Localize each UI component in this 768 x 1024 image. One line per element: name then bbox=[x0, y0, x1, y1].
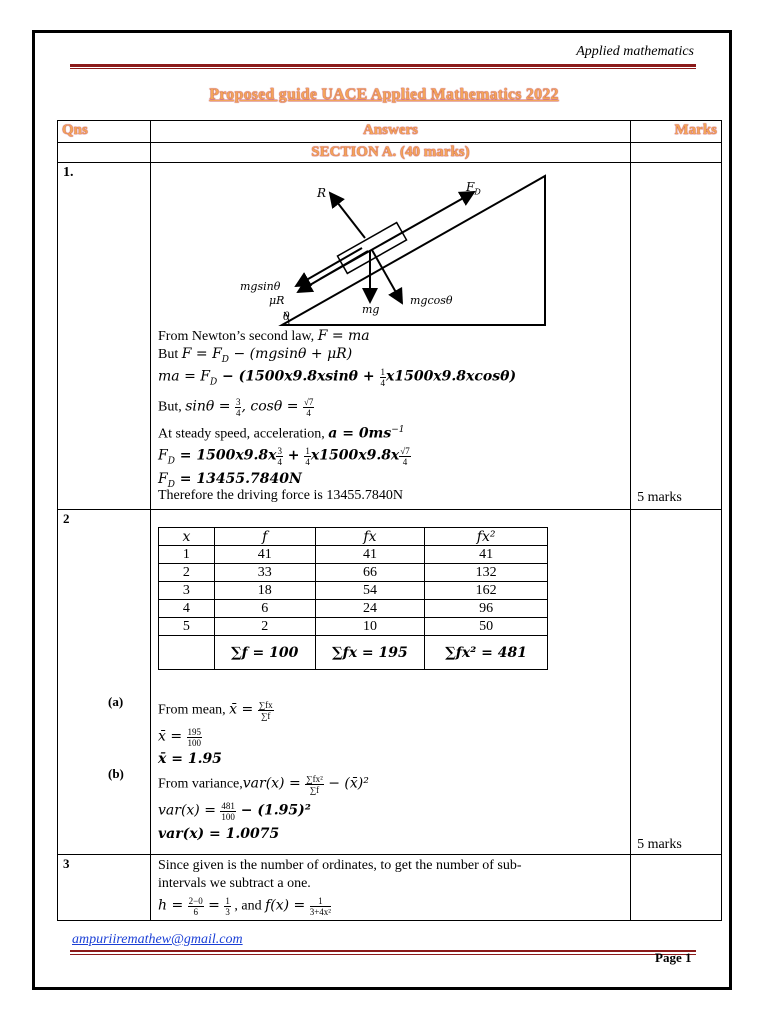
q1-steady-line: At steady speed, acceleration, $a = 0ms^{-1}$ bbox=[158, 425, 405, 442]
table-row: 2 33 66 132 bbox=[159, 564, 548, 582]
header-answers: Answers bbox=[150, 121, 630, 143]
q1-but-line: But $F = F_D - (mgsin\theta + \mu R)$ bbox=[158, 346, 353, 365]
header-rule-thin bbox=[70, 68, 696, 69]
q1-marks: 5 marks bbox=[637, 490, 682, 505]
q2-number-cell bbox=[58, 510, 151, 855]
q3-number: 3 bbox=[63, 856, 70, 871]
block bbox=[337, 223, 406, 274]
q1-number-cell bbox=[58, 163, 151, 510]
header-rule bbox=[70, 64, 696, 67]
q2-variance-result: var(x) = 1.0075 bbox=[158, 826, 280, 842]
footer-email-link[interactable]: ampuriiremathew@gmail.com bbox=[72, 932, 243, 947]
q3-equation-line: h = $\frac{2-0}{6}$ = $\frac{1}{3}$ , and f(x) = $\frac{1}{\text{3+4x²}}$ bbox=[158, 896, 332, 917]
label-mgcos: mgcosθ bbox=[410, 294, 453, 307]
q1-fd-result-line: $F_D = 13455.7840N$ bbox=[158, 471, 302, 490]
q1-trig-line: But, sinθ = $\frac{3}{4}$ , cosθ = $\frac{√7}{4}$ bbox=[158, 397, 314, 418]
q1-marks-cell bbox=[631, 163, 722, 510]
q2-variance-calc: var(x) = $\frac{481}{100}$ − (1.95)² bbox=[158, 801, 311, 822]
q1-ma-line: ma = $F_D - (1500x9.8xsin\theta$ + $\frac{1}{4}$ x1500x9.8xcosθ) bbox=[158, 367, 517, 388]
label-friction: μR bbox=[269, 294, 285, 307]
header-qns: Qns bbox=[58, 121, 151, 143]
table-row: 5 2 10 50 bbox=[159, 618, 548, 636]
q2-mean-calc: x̄ = $\frac{195}{100}$ bbox=[158, 727, 202, 748]
header-subject: Applied mathematics bbox=[576, 44, 694, 59]
label-mgsin: mgsinθ bbox=[240, 280, 281, 293]
q1-newton-line: From Newton’s second law, F = ma bbox=[158, 328, 370, 344]
table-row: 3 18 54 162 bbox=[159, 582, 548, 600]
freq-sum-row: ∑f = 100 ∑fx = 195 ∑fx² = 481 bbox=[159, 636, 548, 670]
q1-conclusion: Therefore the driving force is 13455.7840N bbox=[158, 488, 403, 503]
document-title: Proposed guide UACE Applied Mathematics 2022 bbox=[209, 86, 559, 103]
q2-variance-line: From variance,var(x) = $\frac{\text{∑fx²}}{\sum f}$ − (x̄)² bbox=[158, 774, 369, 795]
page-number: Page 1 bbox=[655, 950, 692, 965]
q2-number: 2 bbox=[63, 511, 70, 526]
frequency-table bbox=[158, 527, 548, 670]
table-row: 4 6 24 96 bbox=[159, 600, 548, 618]
friction-arrow bbox=[298, 251, 368, 292]
freq-header-row: x f fx fx² bbox=[159, 528, 548, 546]
label-driving-force: $F_D$ bbox=[466, 180, 481, 197]
footer-rule-thin bbox=[70, 954, 696, 955]
section-title: SECTION A. (40 marks) bbox=[150, 143, 630, 163]
label-weight: mg bbox=[362, 303, 380, 316]
q2-part-b-label: (b) bbox=[108, 766, 124, 781]
q2-mean-result: x̄ = 1.95 bbox=[158, 751, 222, 767]
q3-text-line-1: Since given is the number of ordinates, to get the number of sub- bbox=[158, 858, 522, 873]
header-marks: Marks bbox=[631, 121, 722, 143]
table-row: 1 41 41 41 bbox=[159, 546, 548, 564]
q2-marks-cell bbox=[631, 510, 722, 855]
q2-part-a-label: (a) bbox=[108, 694, 124, 709]
q1-fd-calc-line: $F_D = 1500x9.8x$ $\frac{3}{4}$ + $\frac{1}{4}$ x1500x9.8x $\frac{√7}{4}$ bbox=[158, 446, 410, 467]
q2-mean-line: From mean, x̄ = $\frac{\sum fx}{\sum f}$ bbox=[158, 700, 273, 721]
label-reaction: R bbox=[317, 186, 327, 200]
q2-marks: 5 marks bbox=[637, 837, 682, 852]
q3-text-line-2: intervals we subtract a one. bbox=[158, 876, 311, 891]
label-theta: θ bbox=[283, 310, 290, 323]
mgcos-arrow bbox=[372, 250, 402, 303]
q3-number-cell bbox=[58, 855, 151, 921]
q1-number: 1. bbox=[63, 165, 74, 180]
footer-rule bbox=[70, 950, 696, 952]
reaction-arrow bbox=[330, 193, 365, 238]
